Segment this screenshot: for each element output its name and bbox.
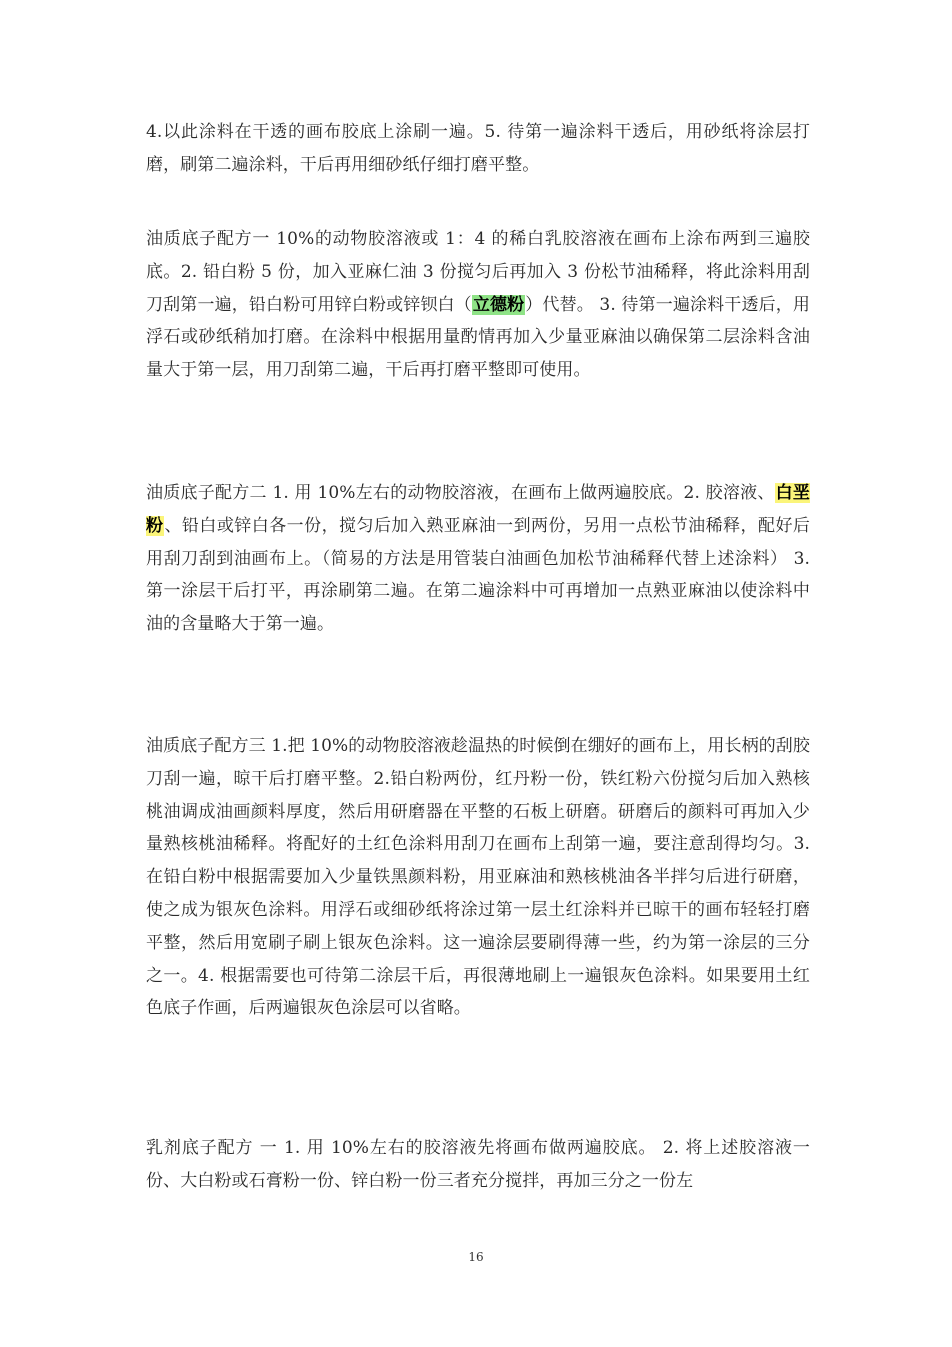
- paragraph-text: 4.以此涂料在干透的画布胶底上涂刷一遍。5. 待第一遍涂料干透后，用砂纸将涂层打磨，刷第二遍涂料，干后再用细砂纸仔细打磨平整。: [146, 122, 810, 175]
- paragraph-oil-ground-formula-3: [146, 730, 810, 1025]
- paragraph-text-before: 油质底子配方一 10%的动物胶溶液或 1：4 的稀白乳胶溶液在画布上涂布两到三遍胶底。2. 铅白粉 5 份，加入亚麻仁油 3 份搅匀后再加入 3 份松节油稀释，将此涂料用刮刀刮第一遍，铅白粉可用锌白粉或锌钡白（: [146, 229, 810, 315]
- paragraph-emulsion-ground-formula-1: [146, 1132, 810, 1198]
- highlighted-term-lithopone: 立德粉: [472, 294, 525, 315]
- page-number: 16: [468, 1250, 484, 1264]
- paragraph-text-after: ）代替。 3. 待第一遍涂料干透后，用浮石或砂纸稍加打磨。在涂料中根据用量酌情再加入少量亚麻油以确保第二层涂料含油量大于第一层，用刀刮第二遍，干后再打磨平整即可使用。: [146, 294, 810, 381]
- paragraph-text: 乳剂底子配方 一 1. 用 10%左右的胶溶液先将画布做两遍胶底。 2. 将上述胶溶液一份、大白粉或石膏粉一份、锌白粉一份三者充分搅拌，再加三分之一份左: [146, 1138, 810, 1191]
- highlighted-term-chalk: 白垩粉: [146, 483, 810, 536]
- paragraph-oil-ground-formula-2: [146, 477, 810, 641]
- paragraph-text: 油质底子配方三 1.把 10%的动物胶溶液趁温热的时候倒在绷好的画布上，用长柄的刮胶刀刮一遍，晾干后打磨平整。2.铅白粉两份，红丹粉一份，铁红粉六份搅匀后加入熟核桃油调成油画颜料厚度，然后用研磨器在平整的石板上研磨。研磨后的颜料可再加入少量熟核桃油稀释。将配好的土红色涂料用刮刀在画布上刮第一遍，要注意刮得均匀。3. 在铅白粉中根据需要加入少量铁黑颜料粉，用亚麻油和熟核桃油各半拌匀后进行研磨，使之成为银灰色涂料。用浮石或细砂纸将涂过第一层土红涂料并已晾干的画布轻轻打磨平整，然后用宽刷子刷上银灰色涂料。这一遍涂层要刷得薄一些，约为第一涂层的三分之一。4. 根据需要也可待第二涂层干后，再很薄地刷上一遍银灰色涂料。如果要用土红色底子作画，后两遍银灰色涂层可以省略。: [146, 736, 811, 1019]
- paragraph-text-before: 油质底子配方二 1. 用 10%左右的动物胶溶液，在画布上做两遍胶底。2. 胶溶液、: [146, 483, 775, 503]
- paragraph-step-4-5: [146, 116, 810, 182]
- paragraph-oil-ground-formula-1: [146, 223, 810, 387]
- paragraph-text-after: 、铅白或锌白各一份，搅匀后加入熟亚麻油一到两份，另用一点松节油稀释，配好后用刮刀刮到油画布上。（简易的方法是用管装白油画色加松节油稀释代替上述涂料） 3. 第一涂层干后打平，再涂刷第二遍。在第二遍涂料中可再增加一点熟亚麻油以使涂料中油的含量略大于第一遍。: [146, 515, 810, 635]
